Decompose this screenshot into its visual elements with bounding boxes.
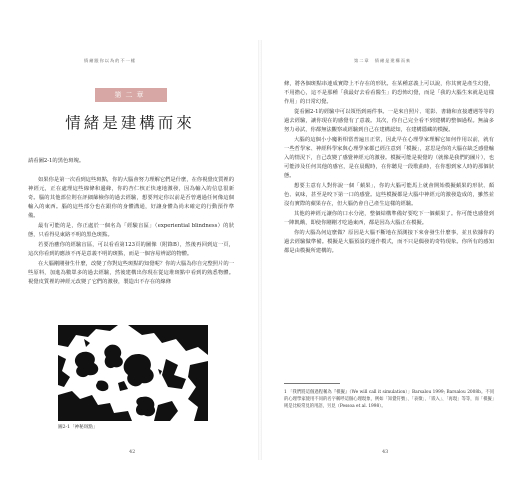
footnote: 1 「我們將這個過程稱為『模擬』（We will call it simulation）」Barsalou 1999; Barsalou 2008b。不同的心理學家使用不同的名字稱呼這個心理現象，例如「知覺符號」、「表徵」、「嵌入」、「再現」等等，而「模擬」則是比較常見的用語，另見（Pessoa et al. 1998）。 — [284, 390, 494, 409]
paragraph: 其他的神經元讓你的口水分泌，整個結構準備好要吃下一個蘋果了。你可能也感覺到一陣飢餓，即使你剛剛才吃過東西，都是因為大腦正在模擬。 — [284, 211, 494, 226]
paragraph: 想要主意有人對你說一個「蘋果」，你的大腦可能馬上就會開始模擬蘋果的形狀、顏色、氣味，甚至是咬下第一口的感覺。這些模擬都是大腦中神經元的激發造成的，雖然並沒有實際的蘋果存在，但大腦仍會自己產生這樣的經驗。 — [284, 183, 494, 207]
running-head: 第二章 情緒是建構而來 — [354, 58, 412, 63]
footnote-divider — [284, 383, 340, 384]
paragraph: 大腦的這個小小魔術相當普遍且正常，因此早在心理學家理解它如何作用以前，就有一些哲學家、神經科學家與心理學家都已經注意到「模擬」，意思是你的大腦在缺乏感覺輸入的情況下，自己改變了感覺神經元的激發。模擬可能是視覺的（就像是我們的圖片），也可能涉及任何其他的感官，是在晨醒時，在你聽見一段歌曲時，在你想到家人時的那個狀態。 — [284, 137, 494, 179]
figure-caption: 圖2-1「神秘斑點」 — [58, 425, 98, 430]
chapter-title: 情緒是建構而來 — [65, 114, 195, 132]
left-page — [0, 0, 258, 500]
page-number: 43 — [382, 449, 389, 455]
paragraph: 你的大腦為何這麼做？原因是大腦不斷地在預測接下來會發生什麼事，並且依據你的過去經驗做準備。模擬是大腦預設的運作模式，而不只是偶發的奇特現象。你所有的感知都是由模擬所建構的。 — [284, 230, 494, 254]
intro-paragraph-block — [28, 157, 234, 167]
body-text-block — [284, 80, 494, 257]
paragraph: 最有可能的是，你正處於一個名為「經驗盲區」（experiential blindness）的狀態，只看得見東路不明的黑色斑點。 — [28, 223, 234, 238]
right-page — [262, 0, 520, 500]
paragraph: 在大腦剛剛發生什麼，改變了你對這些斑點的知覺呢？你的大腦為你自完整照片的一些原料，加進為數眾多的過去經驗，然後建構出你現在從這堆斑點中看到的熟悉物體。視覺皮質裡的神經元改變了它們的激發，製造出不存在的線條 — [28, 261, 234, 285]
mystery-blobs-figure — [58, 325, 208, 421]
paragraph: 若要治癒你的經驗盲區，可以看看第123頁的圖像（附錄B），然後再回到這一頁，這次你看到的應該不再是意義不明的斑點，而是一個容易辨認的物體。 — [28, 242, 234, 257]
paragraph: 條，將各個斑點串連成實際上不存在的形狀。在某種意義上可以說，你其實是產生幻覺，不用擔心，這不是那種「我最好去看看醫生」的恐怖幻覺，而是「我的大腦生來就是這樣作用」的日常幻覺。 — [284, 81, 494, 105]
page-number: 42 — [129, 449, 136, 455]
running-head: 情緒跟你以為的不一樣 — [84, 58, 136, 63]
paragraph: 如果你是第一次看到這些斑點，你的大腦會努力理解它們是什麼，在你視覺皮質裡的神經元，正在處理這些線條和邊緣，你的杏仁核正快速地激發，因為輸入的信息很新奇。腦的其他部位則在評細篩檢你的過去經驗，想要判定你以前是否曾遇過任何像這個輸入的東西。腦的這些部分也在跟你的身體溝通，好讓身體為尚未確定的行動預作準備。 — [28, 177, 234, 219]
paragraph: 請看圖2-1的黑色斑塊。 — [28, 158, 85, 164]
body-text-block — [28, 176, 234, 288]
paragraph: 從看圖2-1的經驗中可以領悟到兩件事。一是來自照片、電影、書籍和直接遭遇等等的過去經驗，讓你現在的感覺有了意義。其次，你自己完全看不到建構的整個過程。無論多努力尋試，你都無法觀察或經驗到自己在建構認知，在建構隱藏的模擬。 — [284, 109, 494, 133]
chapter-label: 第二章 — [95, 88, 167, 102]
